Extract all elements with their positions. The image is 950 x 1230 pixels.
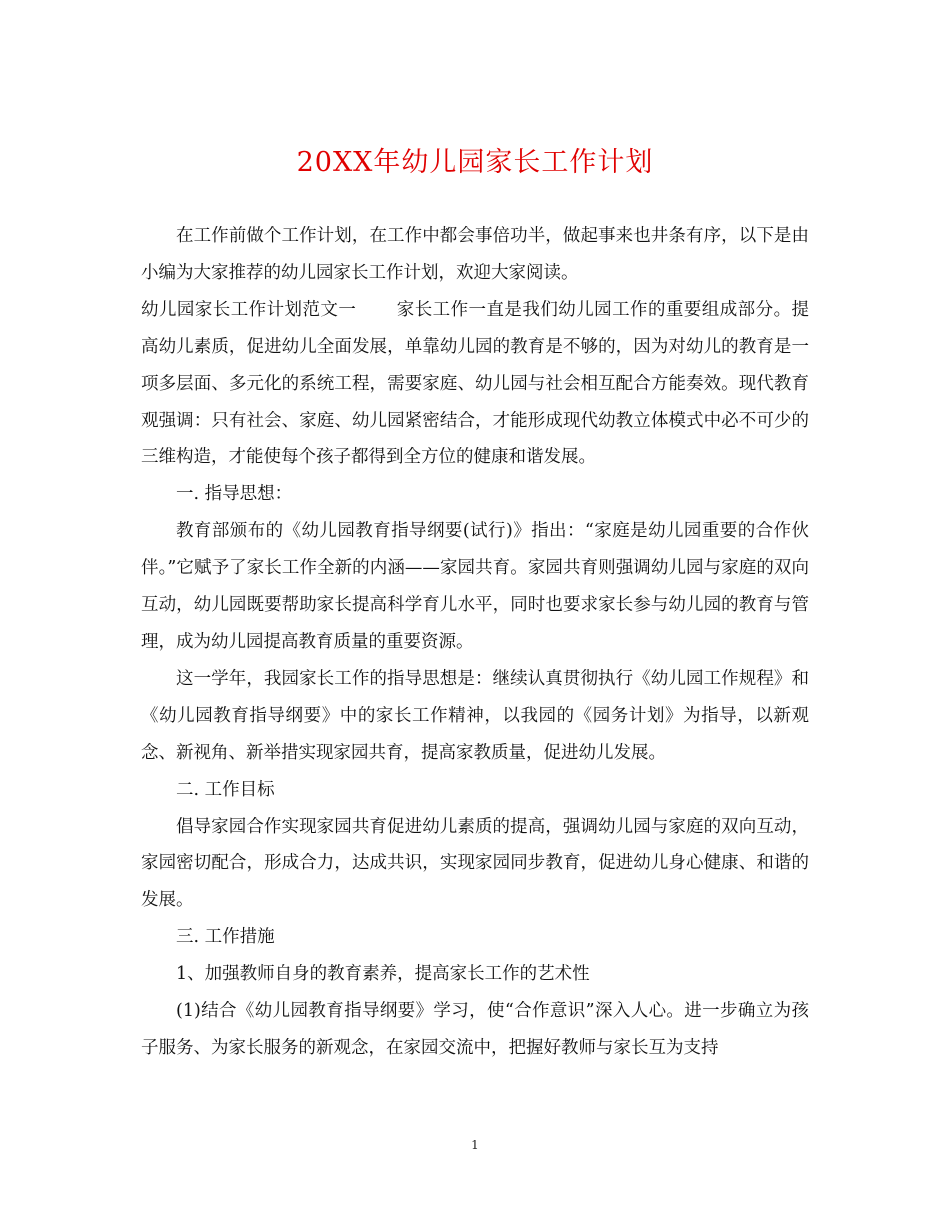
intro-paragraph: 在工作前做个工作计划，在工作中都会事倍功半，做起事来也井条有序，以下是由小编为大家推荐的幼儿园家长工作计划，欢迎大家阅读。 (141, 226, 809, 283)
section3-heading: 三. 工作措施 (176, 927, 275, 948)
section1-heading: 一. 指导思想： (176, 484, 293, 505)
page-number: 1 (471, 1138, 479, 1152)
section1-paragraph-1: 教育部颁布的《幼儿园教育指导纲要(试行)》指出：“家庭是幼儿园重要的合作伙伴。”它赋予了家长工作全新的内涵——家园共育。家园共育则强调幼儿园与家庭的双向互动，幼儿园既要帮助家长提高科学育儿水平，同时也要求家长参与幼儿园的教育与管理，成为幼儿园提高教育质量的重要资源。 (141, 521, 809, 652)
measure-item-1-1: (1)结合《幼儿园教育指导纲要》学习，使“合作意识”深入人心。进一步确立为孩子服务、为家长服务的新观念，在家园交流中，把握好教师与家长互为支持 (141, 1001, 809, 1058)
sample-heading: 幼儿园家长工作计划范文一 (141, 299, 357, 320)
section1-paragraph-2: 这一学年，我园家长工作的指导思想是：继续认真贯彻执行《幼儿园工作规程》和《幼儿园教育指导纲要》中的家长工作精神，以我园的《园务计划》为指导，以新观念、新视角、新举措实现家园共育，提高家教质量，促进幼儿发展。 (141, 668, 809, 763)
section2-paragraph-1: 倡导家园合作实现家园共育促进幼儿素质的提高，强调幼儿园与家庭的双向互动，家园密切配合，形成合力，达成共识，实现家园同步教育，促进幼儿身心健康、和谐的发展。 (141, 816, 809, 911)
measure-item-1: 1、加强教师自身的教育素养，提高家长工作的艺术性 (176, 964, 590, 985)
document-title: 20XX年幼儿园家长工作计划 (296, 147, 654, 178)
sample-body: 家长工作一直是我们幼儿园工作的重要组成部分。提高幼儿素质，促进幼儿全面发展，单靠幼儿园的教育是不够的，因为对幼儿的教育是一项多层面、多元化的系统工程，需要家庭、幼儿园与社会相互配合方能奏效。现代教育观强调：只有社会、家庭、幼儿园紧密结合，才能形成现代幼教立体模式中必不可少的三维构造，才能使每个孩子都得到全方位的健康和谐发展。 (141, 299, 810, 468)
section2-heading: 二. 工作目标 (176, 779, 275, 800)
document-body (141, 218, 809, 1067)
sample-paragraph (141, 292, 809, 477)
